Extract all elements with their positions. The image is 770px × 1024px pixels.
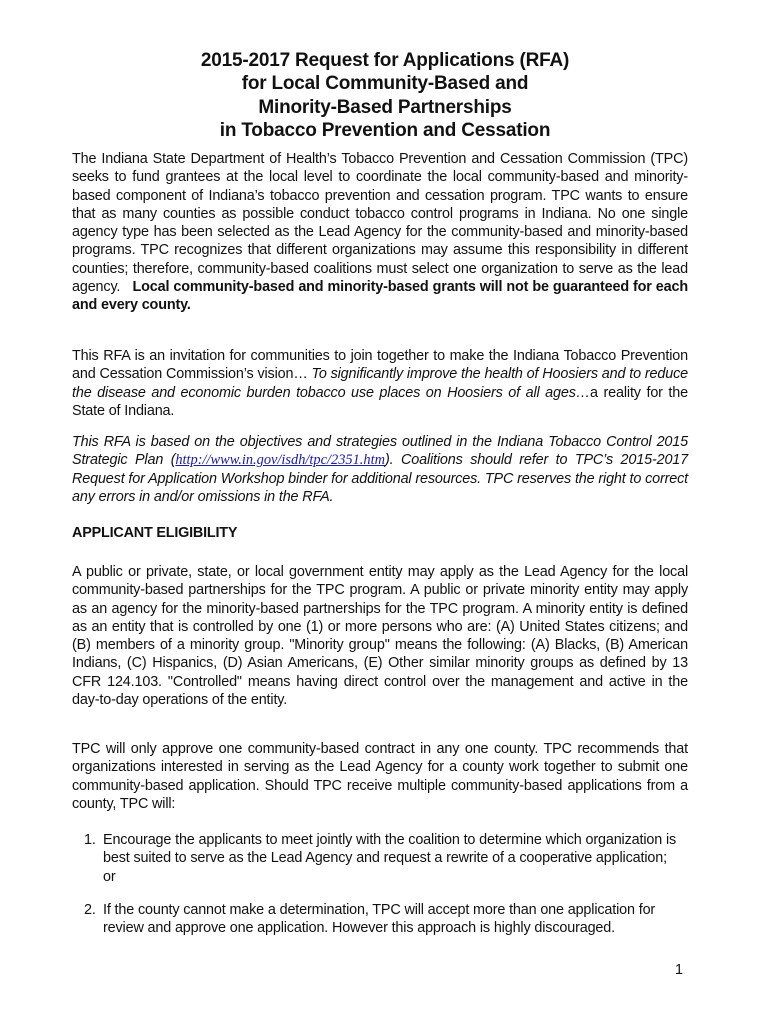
document-title bbox=[0, 49, 770, 142]
strategic-plan-text-before: This RFA is based on the objectives and strategies outlined in the Indiana Tobacco Control 2015 Strategic Plan ( bbox=[72, 434, 688, 469]
strategic-plan-link[interactable]: http://www.in.gov/isdh/tpc/2351.htm bbox=[175, 452, 385, 469]
list-item-number: 1. bbox=[84, 832, 96, 848]
list-item-text: Encourage the applicants to meet jointly with the coalition to determine which organization is best suited to serve as the Lead Agency and request a rewrite of a cooperative application; or bbox=[103, 832, 677, 885]
vision-text-after: a reality for the State of Indiana. bbox=[72, 384, 688, 419]
section-heading-applicant-eligibility: APPLICANT ELIGIBILITY bbox=[72, 525, 238, 541]
title-line-3: Minority-Based Partnerships bbox=[258, 96, 512, 118]
intro-paragraph bbox=[72, 150, 688, 315]
list-item-text: If the county cannot make a determination, TPC will accept more than one application for review and approve one application. However this approach is highly discouraged. bbox=[103, 902, 656, 937]
list-item-number: 2. bbox=[84, 902, 96, 918]
vision-statement: To significantly improve the health of Hoosiers and to reduce the disease and economic burden tobacco use places on Hoosiers of all ages… bbox=[72, 366, 688, 401]
intro-bold-notice: Local community-based and minority-based grants will not be guaranteed for each and every county. bbox=[72, 279, 688, 314]
title-line-1: 2015-2017 Request for Applications (RFA) bbox=[200, 50, 570, 71]
county-rule-paragraph: TPC will only approve one community-based contract in any one county. TPC recommends that organizations interested in serving as the Lead Agency for a county work together to submit one community-based application. Should TPC receive multiple community-based applications from a county, TPC will: bbox=[72, 741, 688, 812]
strategic-plan-text-after: ). Coalitions should refer to TPC’s 2015-2017 Request for Application Workshop binder for additional resources. TPC reserves the right to correct any errors in and/or omissions in the RFA. bbox=[72, 452, 689, 505]
strategic-plan-paragraph bbox=[72, 433, 688, 506]
vision-text-before: This RFA is an invitation for communities to join together to make the Indiana Tobacco Prevention and Cessation Commission’s vision… bbox=[72, 348, 688, 383]
page-number: 1 bbox=[675, 962, 684, 978]
eligibility-paragraph: A public or private, state, or local government entity may apply as the Lead Agency for the local community-based partnerships for the TPC program. A public or private minority entity may apply as an agency for the minority-based partnerships for the TPC program. A minority entity is defined as an entity that is controlled by one (1) or more persons who are: (A) United States citizens; and (B) members of a minority group. "Minority group" means the following: (A) Blacks, (B) American Indians, (C) Hispanics, (D) Asian Americans, (E) Other similar minority groups as defined by 13 CFR 124.103. "Controlled" means having direct control over the management and active in the day-to-day operations of the entity. bbox=[72, 564, 688, 709]
title-line-2: for Local Community-Based and bbox=[241, 73, 529, 95]
intro-text: The Indiana State Department of Health’s Tobacco Prevention and Cessation Commission (TPC) seeks to fund grantees at the local level to coordinate the local community-based and minority-based component of Indiana’s tobacco prevention and cessation program. TPC wants to ensure that as many counties as possible conduct tobacco control programs in Indiana. No one single agency type has been selected as the Lead Agency for the community-based and minority-based programs. TPC recognizes that different organizations may assume this responsibility in different counties; therefore, community-based coalitions must select one organization to serve as the lead agency. bbox=[72, 151, 688, 296]
title-line-4: in Tobacco Prevention and Cessation bbox=[219, 119, 551, 141]
vision-paragraph bbox=[72, 347, 688, 420]
